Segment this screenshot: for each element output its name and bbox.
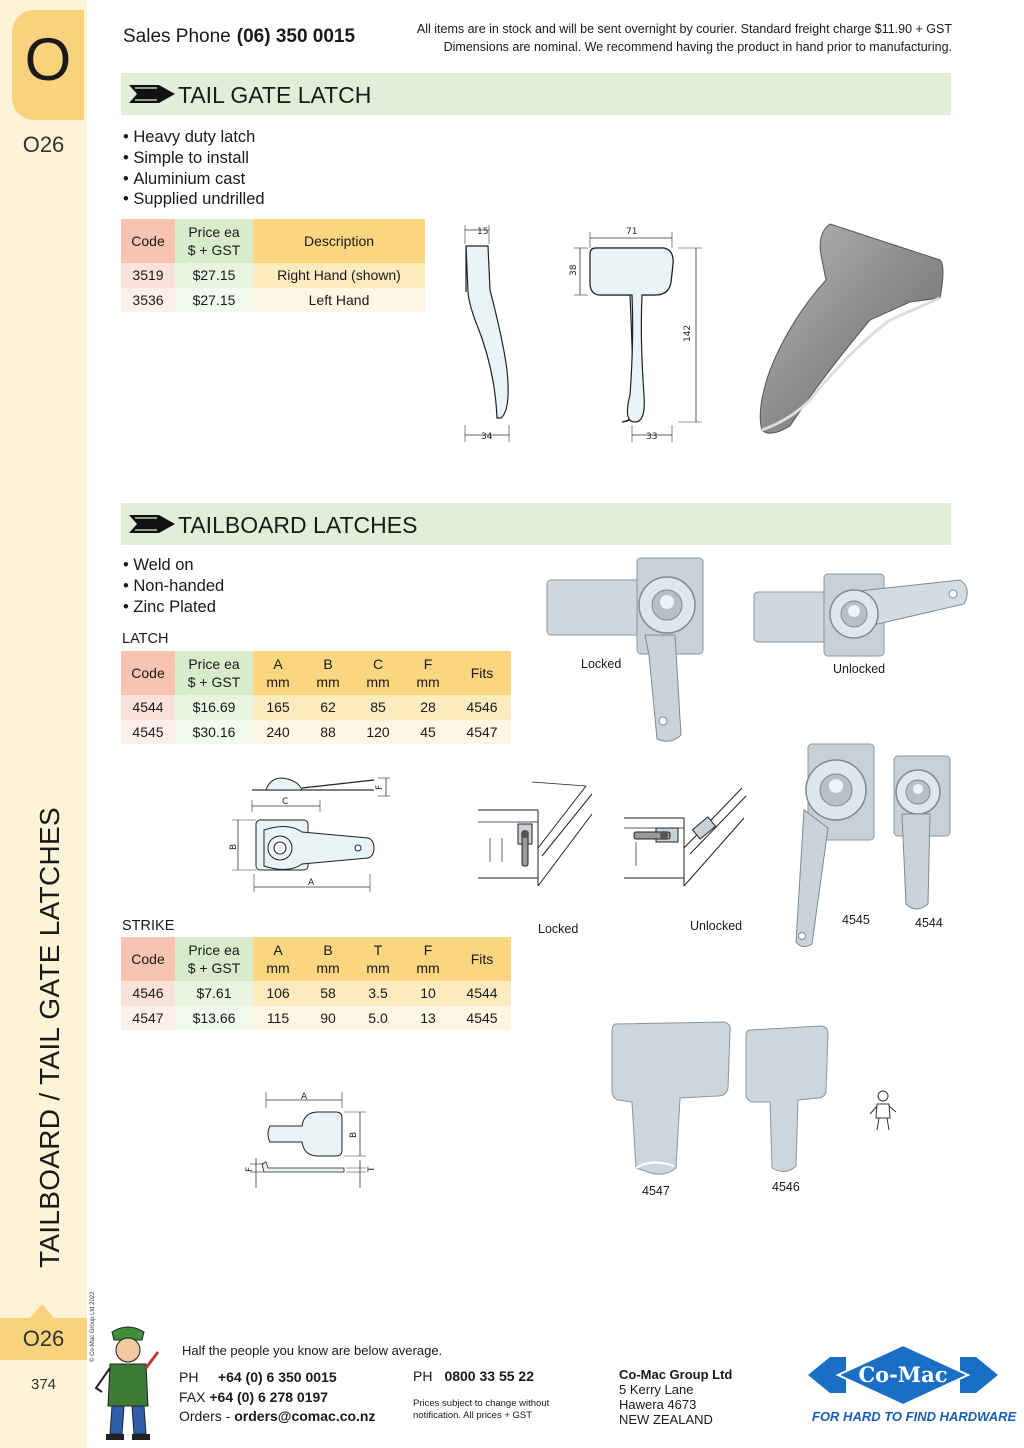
table-row (121, 288, 425, 313)
caption-locked: Locked (581, 657, 622, 671)
feature-item: • Aluminium cast (123, 169, 265, 190)
contact-block (179, 1368, 376, 1427)
cell: 4545 (121, 720, 175, 745)
caption-4544: 4544 (915, 916, 943, 930)
tail-gate-front-diagram (560, 220, 710, 455)
cell: 45 (403, 720, 453, 745)
strike-photo-4547 (608, 1018, 738, 1178)
cell-price: $27.15 (175, 263, 253, 288)
section-header-tailboard (121, 503, 951, 545)
table-row (121, 981, 511, 1006)
fax-label: FAX (179, 1388, 206, 1405)
col-header: B mm (303, 651, 353, 695)
section-title: TAILBOARD LATCHES (178, 512, 418, 538)
section-code-bottom: O26 (22, 1326, 65, 1351)
col-header: Code (121, 219, 175, 263)
cell: 4547 (121, 1006, 175, 1031)
feature-item: • Zinc Plated (123, 597, 224, 618)
latch-photo-unlocked (750, 570, 970, 660)
section-header-tail-gate (121, 73, 951, 115)
dim-label: 38 (569, 264, 579, 276)
section-title: TAIL GATE LATCH (178, 82, 372, 108)
cell: 120 (353, 720, 403, 745)
latch-photo-4544 (888, 752, 954, 914)
sales-phone (123, 26, 355, 48)
cell: 3.5 (353, 981, 403, 1006)
cell: $16.69 (175, 695, 253, 720)
cell: $13.66 (175, 1006, 253, 1031)
pricing-terms: Prices subject to change without notification. All prices + GST (413, 1398, 550, 1421)
cell: 165 (253, 695, 303, 720)
dim-label: A (308, 878, 315, 888)
contact-orders (179, 1407, 376, 1427)
caption-diagram-unlocked: Unlocked (690, 919, 743, 933)
phone-label: PH (179, 1369, 199, 1385)
comac-logo[interactable] (808, 1343, 1017, 1433)
tail-gate-price-table (121, 219, 425, 312)
company-name: Co-Mac Group Ltd (619, 1367, 733, 1382)
cell: 13 (403, 1006, 453, 1031)
cell: 4547 (453, 720, 511, 745)
col-header: Price ea $ + GST (175, 651, 253, 695)
caption-4545: 4545 (842, 913, 870, 927)
strike-photo-4546 (742, 1022, 832, 1177)
latch-label: LATCH (122, 631, 169, 647)
dim-label: C (282, 797, 289, 807)
latch-photo-locked (545, 555, 715, 745)
install-sketch-unlocked (620, 778, 750, 893)
notice-line: All items are in stock and will be sent overnight by courier. Standard freight charge $11.90 + GST (416, 22, 952, 36)
cell: 115 (253, 1006, 303, 1031)
feature-list (123, 127, 265, 210)
arrow-icon (129, 515, 175, 533)
caption-4546: 4546 (772, 1180, 800, 1194)
dim-label: 34 (481, 432, 493, 442)
stock-notice (392, 20, 952, 56)
strike-label: STRIKE (122, 918, 175, 934)
company-address (619, 1367, 732, 1427)
copyright-note: © Co-Mac Group Ltd 2022 (90, 1291, 96, 1362)
mascot-sketch (868, 1088, 898, 1132)
col-header: A mm (253, 651, 303, 695)
cell: 240 (253, 720, 303, 745)
cell-code: 3536 (121, 288, 175, 313)
sales-phone-number[interactable]: (06) 350 0015 (236, 26, 356, 47)
feature-item: • Simple to install (123, 148, 265, 169)
freephone-label: PH (413, 1368, 433, 1384)
cell: 4544 (453, 981, 511, 1006)
cell: 4546 (121, 981, 175, 1006)
cell: 62 (303, 695, 353, 720)
dim-label: F (375, 784, 385, 790)
strike-dimension-diagram (240, 1088, 380, 1193)
freephone-number[interactable]: 0800 33 55 22 (444, 1368, 534, 1384)
dim-label: B (349, 1131, 359, 1138)
col-header: A mm (253, 937, 303, 981)
orders-label: Orders - (179, 1408, 231, 1424)
sales-phone-label: Sales Phone (123, 26, 231, 47)
col-header: Code (121, 651, 175, 695)
dim-label: B (229, 843, 239, 850)
section-letter: O (24, 26, 72, 93)
latch-price-table (121, 651, 511, 744)
address-line: NEW ZEALAND (619, 1412, 713, 1427)
strike-price-table (121, 937, 511, 1030)
footer-quote: Half the people you know are below average. (182, 1343, 443, 1358)
freephone (413, 1368, 534, 1384)
feature-item: • Heavy duty latch (123, 127, 265, 148)
feature-item: • Non-handed (123, 576, 224, 597)
col-header: T mm (353, 937, 403, 981)
contact-phone (179, 1368, 376, 1388)
address-line: 5 Kerry Lane (619, 1382, 694, 1397)
col-header: Description (253, 219, 425, 263)
cell: 5.0 (353, 1006, 403, 1031)
cell: 10 (403, 981, 453, 1006)
dim-label: A (301, 1092, 308, 1102)
caption-unlocked: Unlocked (833, 662, 886, 676)
cell: 85 (353, 695, 403, 720)
arrow-icon (129, 85, 175, 103)
cell-code: 3519 (121, 263, 175, 288)
cell-description: Left Hand (253, 288, 425, 313)
orders-email-link[interactable]: orders@comac.co.nz (234, 1408, 376, 1424)
col-header: F mm (403, 937, 453, 981)
col-header: Fits (453, 651, 511, 695)
vertical-section-title: TAILBOARD / TAIL GATE LATCHES (34, 807, 65, 1268)
contact-fax (179, 1388, 376, 1408)
tail-gate-side-diagram (455, 220, 535, 455)
cell-description: Right Hand (shown) (253, 263, 425, 288)
dim-label: 71 (626, 227, 638, 237)
cell: 58 (303, 981, 353, 1006)
feature-item: • Supplied undrilled (123, 189, 265, 210)
dim-label: 33 (646, 432, 658, 442)
tail-gate-latch-photo (750, 220, 950, 440)
fax-number: +64 (0) 6 278 0197 (209, 1388, 329, 1405)
dim-label: 15 (477, 227, 489, 237)
feature-item: • Weld on (123, 555, 224, 576)
cell: 4545 (453, 1006, 511, 1031)
feature-list (123, 555, 224, 617)
cell-price: $27.15 (175, 288, 253, 313)
col-header: Fits (453, 937, 511, 981)
cell: 90 (303, 1006, 353, 1031)
cell: 88 (303, 720, 353, 745)
code-tab-notch (30, 1304, 54, 1318)
caption-4547: 4547 (642, 1184, 670, 1198)
cell: 4546 (453, 695, 511, 720)
section-code-top: O26 (22, 132, 65, 157)
col-header: Code (121, 937, 175, 981)
logo-wordmark: Co-Mac (858, 1362, 948, 1387)
cell: 106 (253, 981, 303, 1006)
col-header: Price ea $ + GST (175, 219, 253, 263)
table-row (121, 720, 511, 745)
col-header: B mm (303, 937, 353, 981)
phone-number[interactable]: +64 (0) 6 350 0015 (217, 1369, 337, 1385)
col-header: C mm (353, 651, 403, 695)
table-row (121, 695, 511, 720)
cell: 28 (403, 695, 453, 720)
dim-label: 142 (683, 324, 693, 342)
cell: $30.16 (175, 720, 253, 745)
table-row (121, 263, 425, 288)
dim-label: T (367, 1166, 377, 1172)
caption-diagram-locked: Locked (538, 922, 579, 936)
cell: 4544 (121, 695, 175, 720)
table-row (121, 1006, 511, 1031)
logo-tagline: FOR HARD TO FIND HARDWARE (812, 1409, 1017, 1424)
col-header: Price ea $ + GST (175, 937, 253, 981)
page-number: 374 (30, 1376, 57, 1393)
dim-label: F (245, 1166, 255, 1172)
cell: $7.61 (175, 981, 253, 1006)
latch-dimension-diagram (228, 770, 398, 895)
address-line: Hawera 4673 (619, 1397, 697, 1412)
col-header: F mm (403, 651, 453, 695)
install-sketch-locked (474, 778, 594, 893)
mascot-icon (92, 1322, 162, 1442)
notice-line: Dimensions are nominal. We recommend having the product in hand prior to manufacturing. (443, 40, 952, 54)
